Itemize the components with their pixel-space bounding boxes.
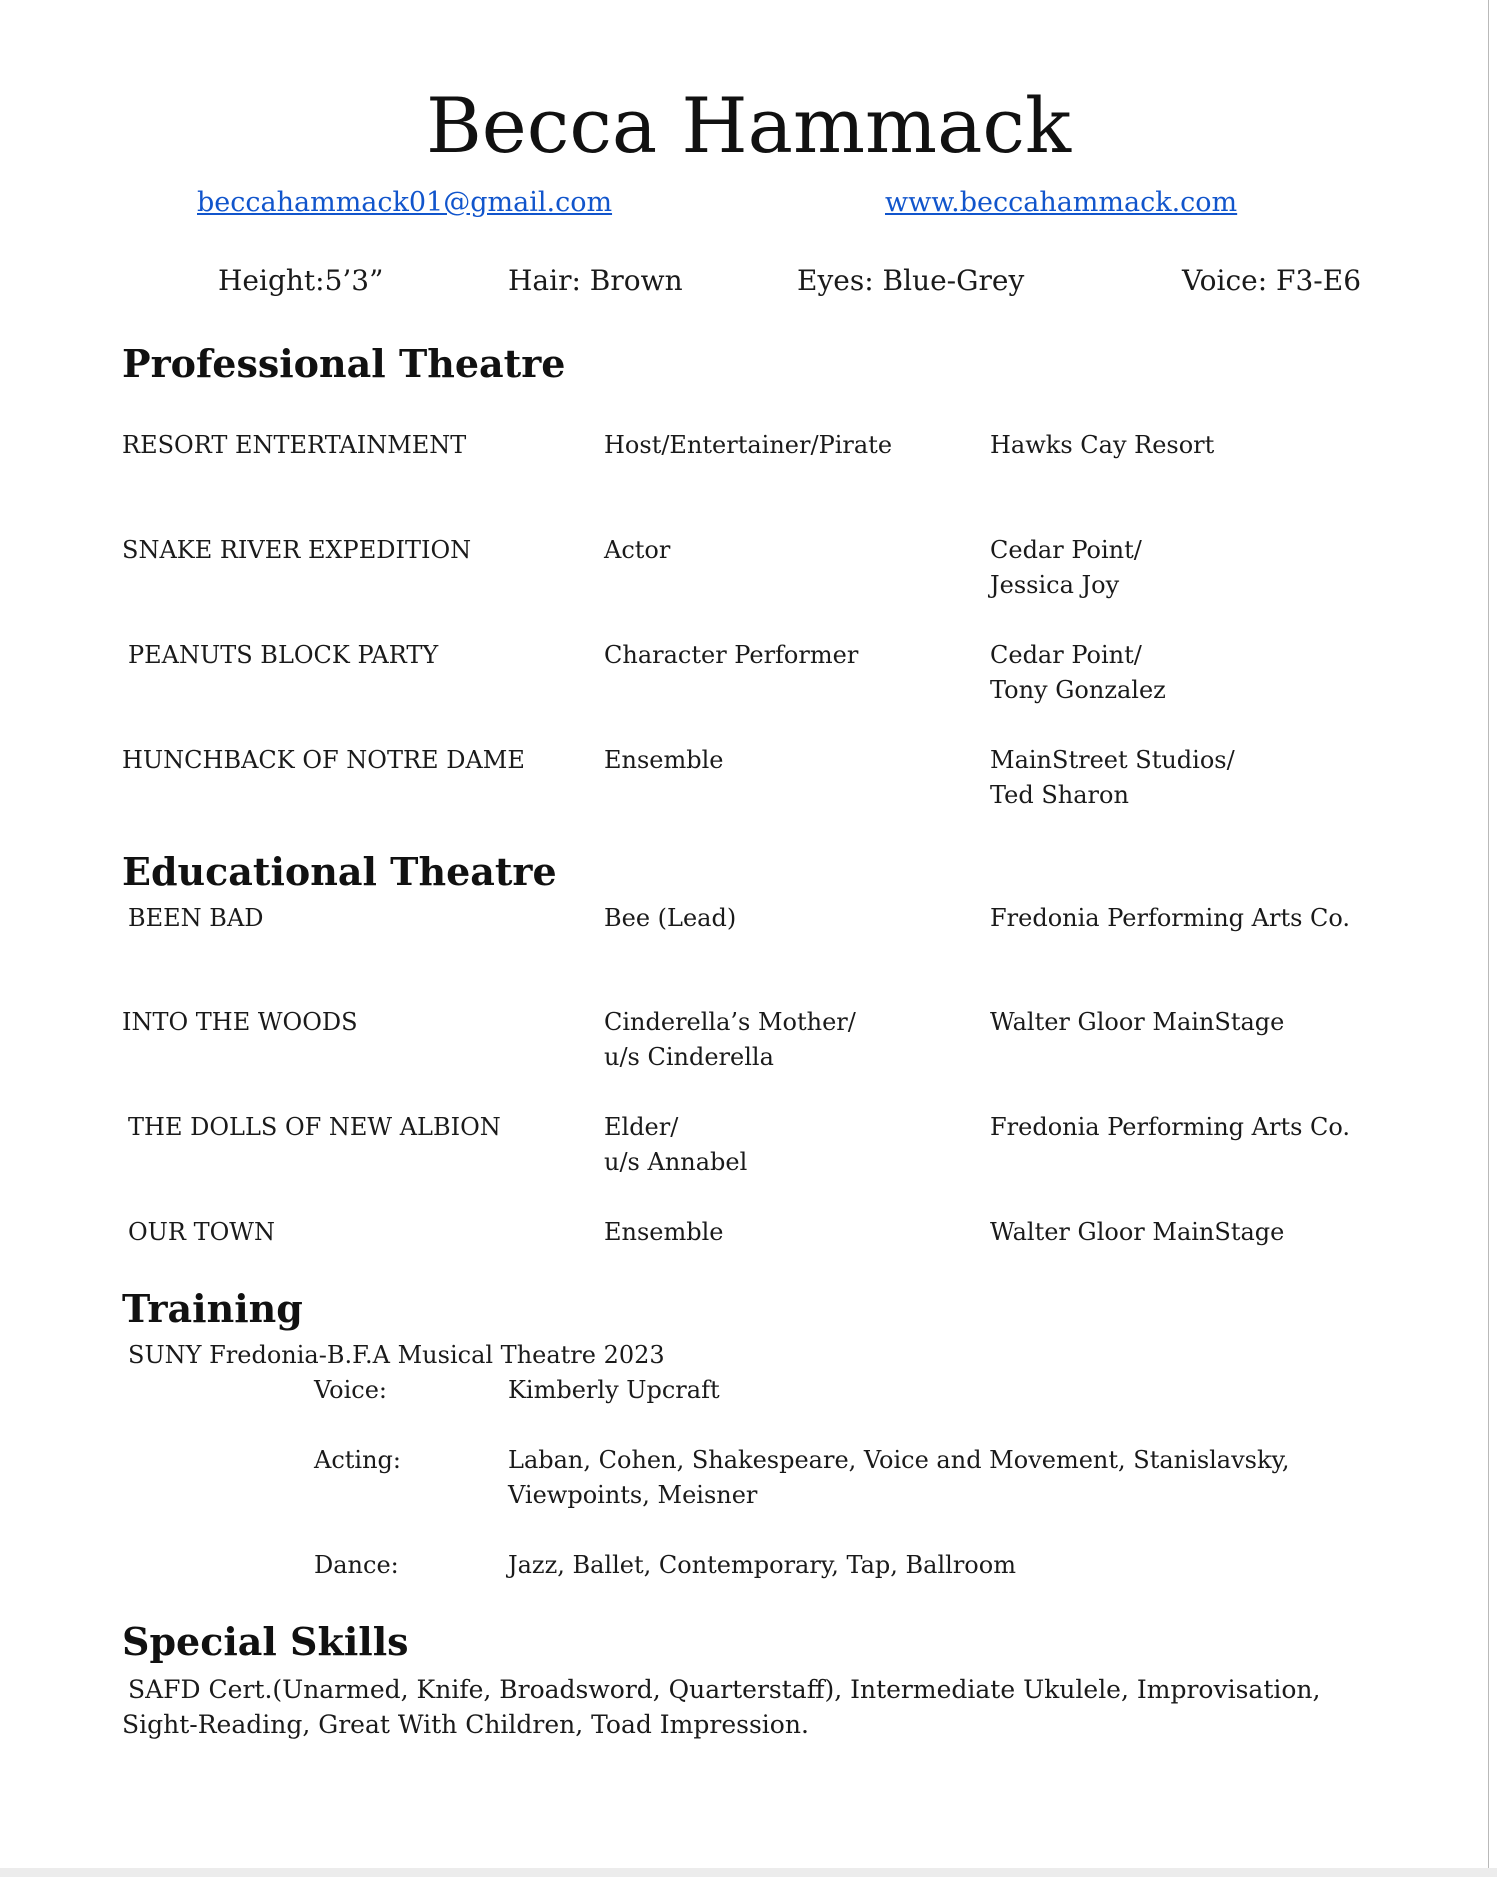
credit-show: THE DOLLS OF NEW ALBION — [128, 1113, 501, 1141]
training-label: Dance: — [314, 1551, 399, 1579]
credit-director: Tony Gonzalez — [990, 676, 1166, 704]
credit-role: Cinderella’s Mother/ — [604, 1008, 856, 1036]
email-link[interactable]: beccahammack01@gmail.com — [197, 187, 613, 218]
training-label: Acting: — [314, 1446, 401, 1474]
credit-director: Jessica Joy — [990, 571, 1120, 599]
hair-stat: Hair: Brown — [508, 264, 683, 297]
credit-venue: Hawks Cay Resort — [990, 431, 1215, 459]
eyes-stat: Eyes: Blue-Grey — [797, 264, 1025, 297]
credit-show: HUNCHBACK OF NOTRE DAME — [122, 746, 525, 774]
credit-director: Ted Sharon — [990, 781, 1129, 809]
page-edge — [1488, 0, 1489, 1877]
training-value: Laban, Cohen, Shakespeare, Voice and Movement, Stanislavsky, — [508, 1446, 1290, 1474]
credit-show: SNAKE RIVER EXPEDITION — [122, 536, 472, 564]
training-value: Kimberly Upcraft — [508, 1376, 720, 1404]
credit-role: Character Performer — [604, 641, 859, 669]
training-value-continued: Viewpoints, Meisner — [508, 1481, 758, 1509]
credit-show: PEANUTS BLOCK PARTY — [128, 641, 439, 669]
voice-stat: Voice: F3-E6 — [1182, 264, 1362, 297]
credit-venue: Walter Gloor MainStage — [990, 1218, 1285, 1246]
skills-text-line: SAFD Cert.(Unarmed, Knife, Broadsword, Quarterstaff), Intermediate Ukulele, Improvisation, — [128, 1675, 1321, 1704]
credit-show: OUR TOWN — [128, 1218, 275, 1246]
professional-theatre-heading: Professional Theatre — [122, 341, 566, 386]
training-label: Voice: — [314, 1376, 387, 1404]
skills-text-line: Sight-Reading, Great With Children, Toad Impression. — [122, 1710, 809, 1739]
page-bottom-edge — [0, 1868, 1497, 1877]
training-school: SUNY Fredonia-B.F.A Musical Theatre 2023 — [128, 1341, 665, 1369]
height-stat: Height:5’3” — [218, 264, 384, 297]
page-title: Becca Hammack — [425, 81, 1072, 170]
credit-role: Elder/ — [604, 1113, 679, 1141]
credit-show: RESORT ENTERTAINMENT — [122, 431, 467, 459]
credit-venue: Cedar Point/ — [990, 641, 1142, 669]
credit-understudy: u/s Cinderella — [604, 1043, 774, 1071]
credit-role: Ensemble — [604, 746, 724, 774]
training-heading: Training — [122, 1286, 303, 1331]
credit-show: BEEN BAD — [128, 904, 264, 932]
credit-venue: MainStreet Studios/ — [990, 746, 1235, 774]
credit-venue: Fredonia Performing Arts Co. — [990, 1113, 1351, 1141]
special-skills-heading: Special Skills — [122, 1619, 409, 1664]
credit-venue: Fredonia Performing Arts Co. — [990, 904, 1351, 932]
credit-role: Host/Entertainer/Pirate — [604, 431, 893, 459]
website-link[interactable]: www.beccahammack.com — [885, 187, 1238, 218]
credit-role: Ensemble — [604, 1218, 724, 1246]
credit-venue: Walter Gloor MainStage — [990, 1008, 1285, 1036]
credit-show: INTO THE WOODS — [122, 1008, 358, 1036]
educational-theatre-heading: Educational Theatre — [122, 849, 557, 894]
credit-role: Actor — [604, 536, 671, 564]
credit-venue: Cedar Point/ — [990, 536, 1142, 564]
credit-role: Bee (Lead) — [604, 904, 737, 932]
training-value: Jazz, Ballet, Contemporary, Tap, Ballroom — [508, 1551, 1016, 1579]
credit-understudy: u/s Annabel — [604, 1148, 748, 1176]
